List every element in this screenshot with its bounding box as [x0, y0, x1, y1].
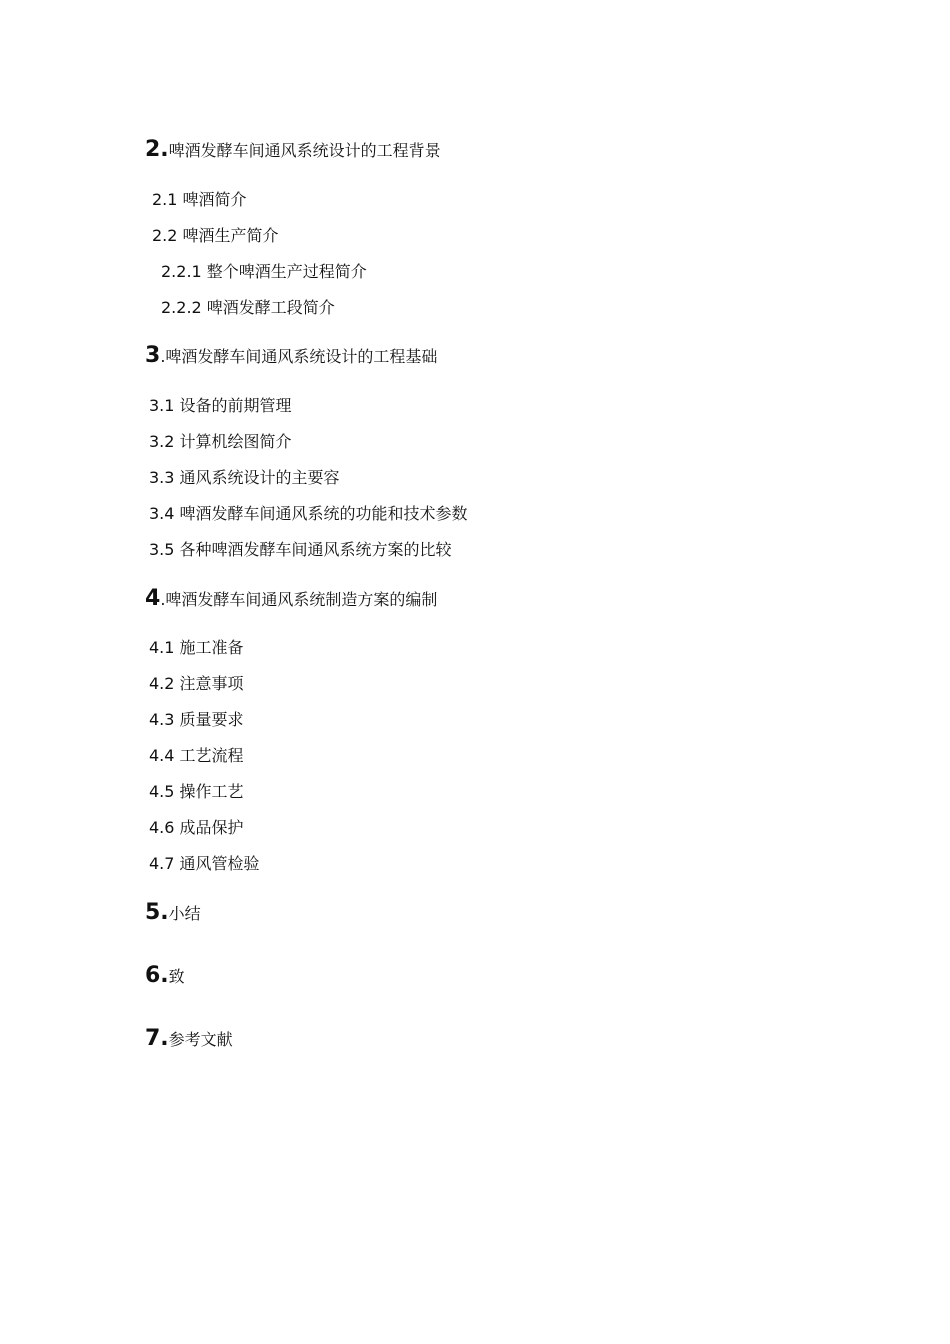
- toc-item-4-4: 4.4 工艺流程: [149, 746, 244, 765]
- chapter-title: 致: [168, 967, 185, 986]
- toc-item-4-6: 4.6 成品保护: [149, 818, 244, 837]
- chapter-title: 参考文献: [168, 1030, 233, 1049]
- chapter-number: 6.: [145, 963, 169, 988]
- chapter-number: 4: [145, 586, 161, 611]
- toc-item-2-2: 2.2 啤酒生产简介: [152, 226, 279, 245]
- toc-chapter-6: [145, 965, 185, 987]
- toc-item-2-2-1: 2.2.1 整个啤酒生产过程简介: [161, 262, 367, 281]
- chapter-number: 7.: [145, 1026, 169, 1051]
- chapter-title: .啤酒发酵车间通风系统制造方案的编制: [160, 590, 438, 609]
- toc-item-2-2-2: 2.2.2 啤酒发酵工段简介: [161, 298, 335, 317]
- toc-item-3-2: 3.2 计算机绘图简介: [149, 432, 292, 451]
- toc-item-3-4: 3.4 啤酒发酵车间通风系统的功能和技术参数: [149, 504, 468, 523]
- toc-chapter-2: [145, 139, 441, 161]
- chapter-title: .啤酒发酵车间通风系统设计的工程基础: [160, 347, 438, 366]
- toc-item-4-3: 4.3 质量要求: [149, 710, 244, 729]
- toc-item-4-5: 4.5 操作工艺: [149, 782, 244, 801]
- chapter-number: 3: [145, 343, 161, 368]
- toc-item-4-2: 4.2 注意事项: [149, 674, 244, 693]
- toc-chapter-4: [145, 588, 437, 610]
- toc-item-4-1: 4.1 施工准备: [149, 638, 244, 657]
- chapter-title: 小结: [168, 904, 201, 923]
- toc-chapter-3: [145, 345, 437, 367]
- toc-item-3-1: 3.1 设备的前期管理: [149, 396, 292, 415]
- chapter-number: 5.: [145, 900, 169, 925]
- toc-item-4-7: 4.7 通风管检验: [149, 854, 260, 873]
- toc-chapter-5: [145, 902, 201, 924]
- toc-item-3-5: 3.5 各种啤酒发酵车间通风系统方案的比较: [149, 540, 452, 559]
- toc-chapter-7: [145, 1028, 233, 1050]
- toc-item-3-3: 3.3 通风系统设计的主要容: [149, 468, 340, 487]
- chapter-title: 啤酒发酵车间通风系统设计的工程背景: [168, 141, 441, 160]
- chapter-number: 2.: [145, 137, 169, 162]
- toc-item-2-1: 2.1 啤酒简介: [152, 190, 247, 209]
